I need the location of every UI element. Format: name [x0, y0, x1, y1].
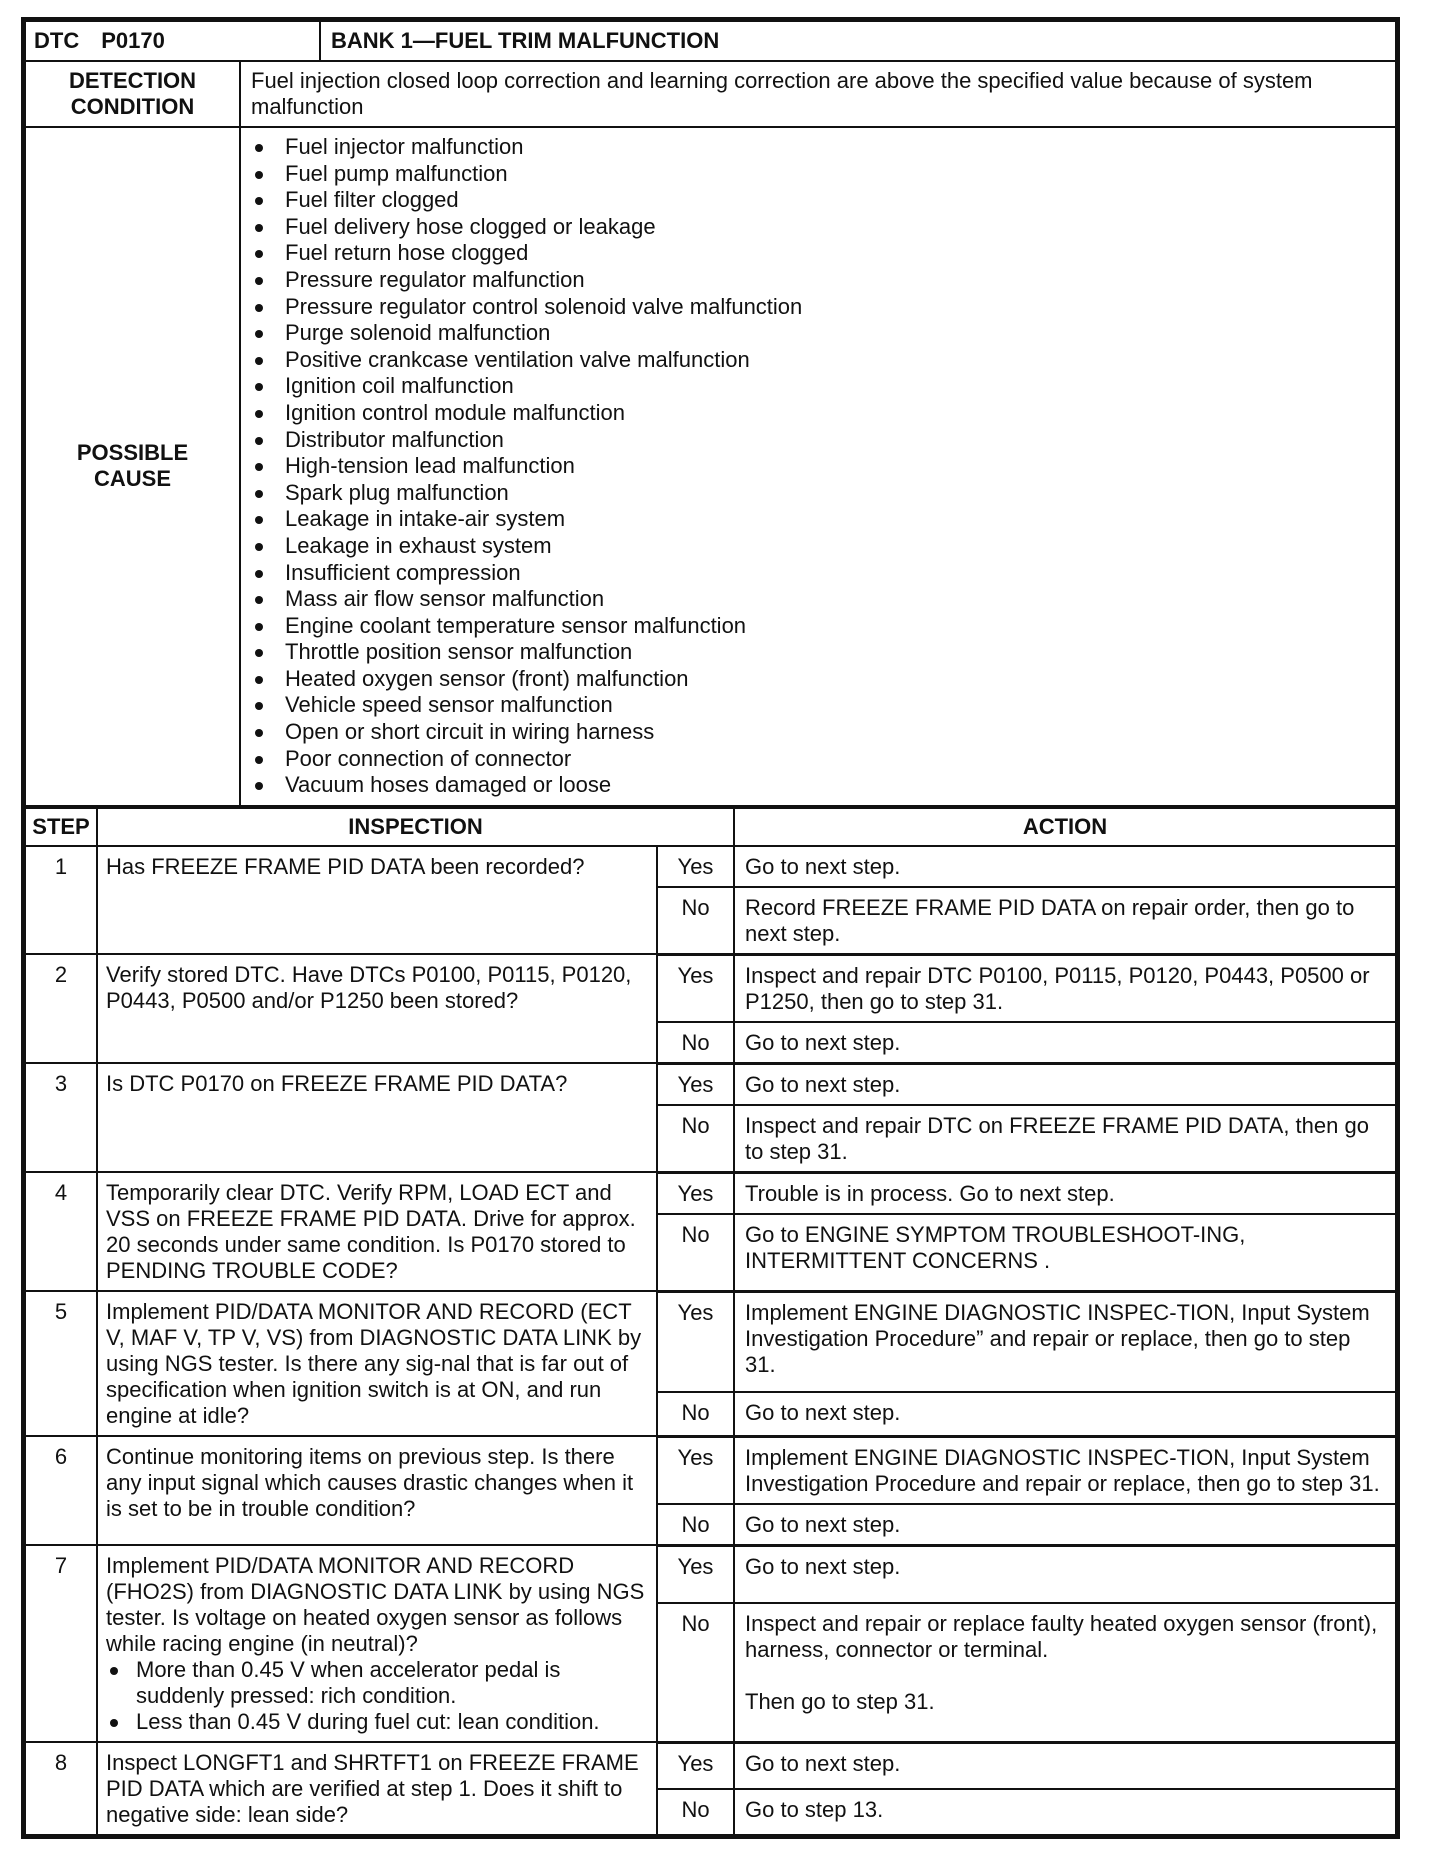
step-8-yes-row — [25, 1742, 1396, 1789]
no-action: Go to ENGINE SYMPTOM TROUBLESHOOT-ING, INTERMITTENT CONCERNS . — [734, 1214, 1396, 1292]
cause-item: Fuel injector malfunction — [251, 134, 1387, 161]
step-inspection: Is DTC P0170 on FREEZE FRAME PID DATA? — [97, 1063, 657, 1172]
step-number: 5 — [25, 1291, 97, 1436]
dtc-summary-table — [24, 20, 1397, 807]
inspection-steps-table — [24, 807, 1397, 1837]
cause-item: Mass air flow sensor malfunction — [251, 586, 1387, 613]
no-action — [734, 1603, 1396, 1743]
detection-label-line2: CONDITION — [70, 94, 195, 119]
yes-label: Yes — [657, 1742, 734, 1789]
cause-item: Insufficient compression — [251, 560, 1387, 587]
step-inspection: Inspect LONGFT1 and SHRTFT1 on FREEZE FRAME PID DATA which are verified at step 1. Does it shift to negative side: lean side? — [97, 1742, 657, 1835]
step-number: 3 — [25, 1063, 97, 1172]
cause-item: Fuel return hose clogged — [251, 240, 1387, 267]
possible-cause-cell — [240, 127, 1396, 806]
no-action: Go to step 13. — [734, 1789, 1396, 1835]
no-action: Go to next step. — [734, 1392, 1396, 1437]
detection-condition-text: Fuel injection closed loop correction and learning correction are above the specified value because of system malfunction — [240, 61, 1396, 127]
no-label: No — [657, 1789, 734, 1835]
voltage-condition-list — [106, 1657, 648, 1735]
no-action-followup: Then go to step 31. — [745, 1688, 935, 1714]
cause-item: Ignition coil malfunction — [251, 373, 1387, 400]
cause-item: Purge solenoid malfunction — [251, 320, 1387, 347]
cause-item: Leakage in exhaust system — [251, 533, 1387, 560]
step-1-yes-row — [25, 846, 1396, 887]
step-2-yes-row — [25, 954, 1396, 1022]
dtc-code: P0170 — [101, 28, 165, 53]
yes-action: Go to next step. — [734, 846, 1396, 887]
cause-label-line2: CAUSE — [93, 466, 171, 492]
action-column-header: ACTION — [734, 808, 1396, 846]
no-label: No — [657, 1022, 734, 1064]
yes-action: Trouble is in process. Go to next step. — [734, 1172, 1396, 1214]
cause-item: Throttle position sensor malfunction — [251, 639, 1387, 666]
detection-label-line1: DETECTION — [68, 68, 197, 93]
cause-item: High-tension lead malfunction — [251, 453, 1387, 480]
step-inspection: Temporarily clear DTC. Verify RPM, LOAD ECT and VSS on FREEZE FRAME PID DATA. Drive for approx. 20 seconds under same condition. Is P0170 stored to PENDING TROUBLE CODE? — [97, 1172, 657, 1291]
cause-item: Fuel pump malfunction — [251, 161, 1387, 188]
no-label: No — [657, 1504, 734, 1546]
step-inspection-text: Implement PID/DATA MONITOR AND RECORD (FHO2S) from DIAGNOSTIC DATA LINK by using NGS tester. Is voltage on heated oxygen sensor as follows while racing engine (in neutral)? — [106, 1553, 645, 1657]
no-label: No — [657, 887, 734, 955]
step-inspection: Continue monitoring items on previous step. Is there any input signal which causes drastic changes when it is set to be in trouble condition? — [97, 1436, 657, 1545]
detection-condition-label — [25, 61, 240, 127]
possible-cause-row — [25, 127, 1396, 806]
cause-item: Positive crankcase ventilation valve malfunction — [251, 347, 1387, 374]
cause-item: Spark plug malfunction — [251, 480, 1387, 507]
step-3-yes-row — [25, 1063, 1396, 1105]
yes-label: Yes — [657, 1063, 734, 1105]
cause-item: Heated oxygen sensor (front) malfunction — [251, 666, 1387, 693]
dtc-p0170-diagnostic-table — [21, 17, 1400, 1839]
yes-action: Implement ENGINE DIAGNOSTIC INSPEC-TION, Input System Investigation Procedure” and repair or replace, then go to step 31. — [734, 1291, 1396, 1391]
cause-item: Distributor malfunction — [251, 427, 1387, 454]
step-number: 4 — [25, 1172, 97, 1291]
voltage-condition-item: More than 0.45 V when accelerator pedal is suddenly pressed: rich condition. — [106, 1657, 648, 1709]
yes-action: Implement ENGINE DIAGNOSTIC INSPEC-TION, Input System Investigation Procedure and repair or replace, then go to step 31. — [734, 1436, 1396, 1504]
cause-item: Fuel filter clogged — [251, 187, 1387, 214]
no-label: No — [657, 1214, 734, 1292]
cause-item: Engine coolant temperature sensor malfunction — [251, 613, 1387, 640]
no-label: No — [657, 1105, 734, 1173]
cause-item: Fuel delivery hose clogged or leakage — [251, 214, 1387, 241]
step-number: 8 — [25, 1742, 97, 1835]
step-number: 2 — [25, 954, 97, 1063]
cause-item: Ignition control module malfunction — [251, 400, 1387, 427]
cause-item: Pressure regulator control solenoid valve malfunction — [251, 294, 1387, 321]
cause-item: Open or short circuit in wiring harness — [251, 719, 1387, 746]
cause-item: Vehicle speed sensor malfunction — [251, 692, 1387, 719]
no-label: No — [657, 1392, 734, 1437]
step-7-yes-row — [25, 1545, 1396, 1603]
possible-cause-list — [241, 128, 1395, 805]
cause-item: Poor connection of connector — [251, 746, 1387, 773]
voltage-condition-item: Less than 0.45 V during fuel cut: lean condition. — [106, 1709, 648, 1735]
dtc-code-cell — [25, 21, 320, 61]
no-action: Go to next step. — [734, 1504, 1396, 1546]
yes-label: Yes — [657, 1172, 734, 1214]
step-inspection: Has FREEZE FRAME PID DATA been recorded? — [97, 846, 657, 955]
yes-label: Yes — [657, 1436, 734, 1504]
dtc-label: DTC — [34, 28, 80, 53]
no-label: No — [657, 1603, 734, 1743]
step-4-yes-row — [25, 1172, 1396, 1214]
cause-label-line1: POSSIBLE — [76, 440, 189, 466]
possible-cause-label — [25, 127, 240, 806]
step-inspection: Implement PID/DATA MONITOR AND RECORD (ECT V, MAF V, TP V, VS) from DIAGNOSTIC DATA LINK by using NGS tester. Is there any sig-nal that is far out of specification when ignition switch is at ON, and run engine at idle? — [97, 1291, 657, 1436]
dtc-header-row — [25, 21, 1396, 61]
step-5-yes-row — [25, 1291, 1396, 1391]
no-action: Go to next step. — [734, 1022, 1396, 1064]
column-header-row — [25, 808, 1396, 846]
no-action: Record FREEZE FRAME PID DATA on repair order, then go to next step. — [734, 887, 1396, 955]
yes-label: Yes — [657, 954, 734, 1022]
dtc-title: BANK 1—FUEL TRIM MALFUNCTION — [320, 21, 1396, 61]
step-column-header: STEP — [25, 808, 97, 846]
inspection-column-header: INSPECTION — [97, 808, 734, 846]
yes-label: Yes — [657, 1545, 734, 1603]
no-action-text: Inspect and repair or replace faulty heated oxygen sensor (front), harness, connector or terminal. — [745, 1610, 1378, 1662]
step-6-yes-row — [25, 1436, 1396, 1504]
no-action: Inspect and repair DTC on FREEZE FRAME PID DATA, then go to step 31. — [734, 1105, 1396, 1173]
yes-label: Yes — [657, 1291, 734, 1391]
yes-action: Go to next step. — [734, 1742, 1396, 1789]
step-inspection: Verify stored DTC. Have DTCs P0100, P0115, P0120, P0443, P0500 and/or P1250 been stored? — [97, 954, 657, 1063]
yes-action: Go to next step. — [734, 1545, 1396, 1603]
cause-item: Vacuum hoses damaged or loose — [251, 772, 1387, 799]
yes-label: Yes — [657, 846, 734, 887]
step-inspection — [97, 1545, 657, 1742]
cause-item: Pressure regulator malfunction — [251, 267, 1387, 294]
step-number: 1 — [25, 846, 97, 955]
yes-action: Go to next step. — [734, 1063, 1396, 1105]
cause-item: Leakage in intake-air system — [251, 506, 1387, 533]
yes-action: Inspect and repair DTC P0100, P0115, P0120, P0443, P0500 or P1250, then go to step 31. — [734, 954, 1396, 1022]
step-number: 7 — [25, 1545, 97, 1742]
step-number: 6 — [25, 1436, 97, 1545]
detection-condition-row — [25, 61, 1396, 127]
